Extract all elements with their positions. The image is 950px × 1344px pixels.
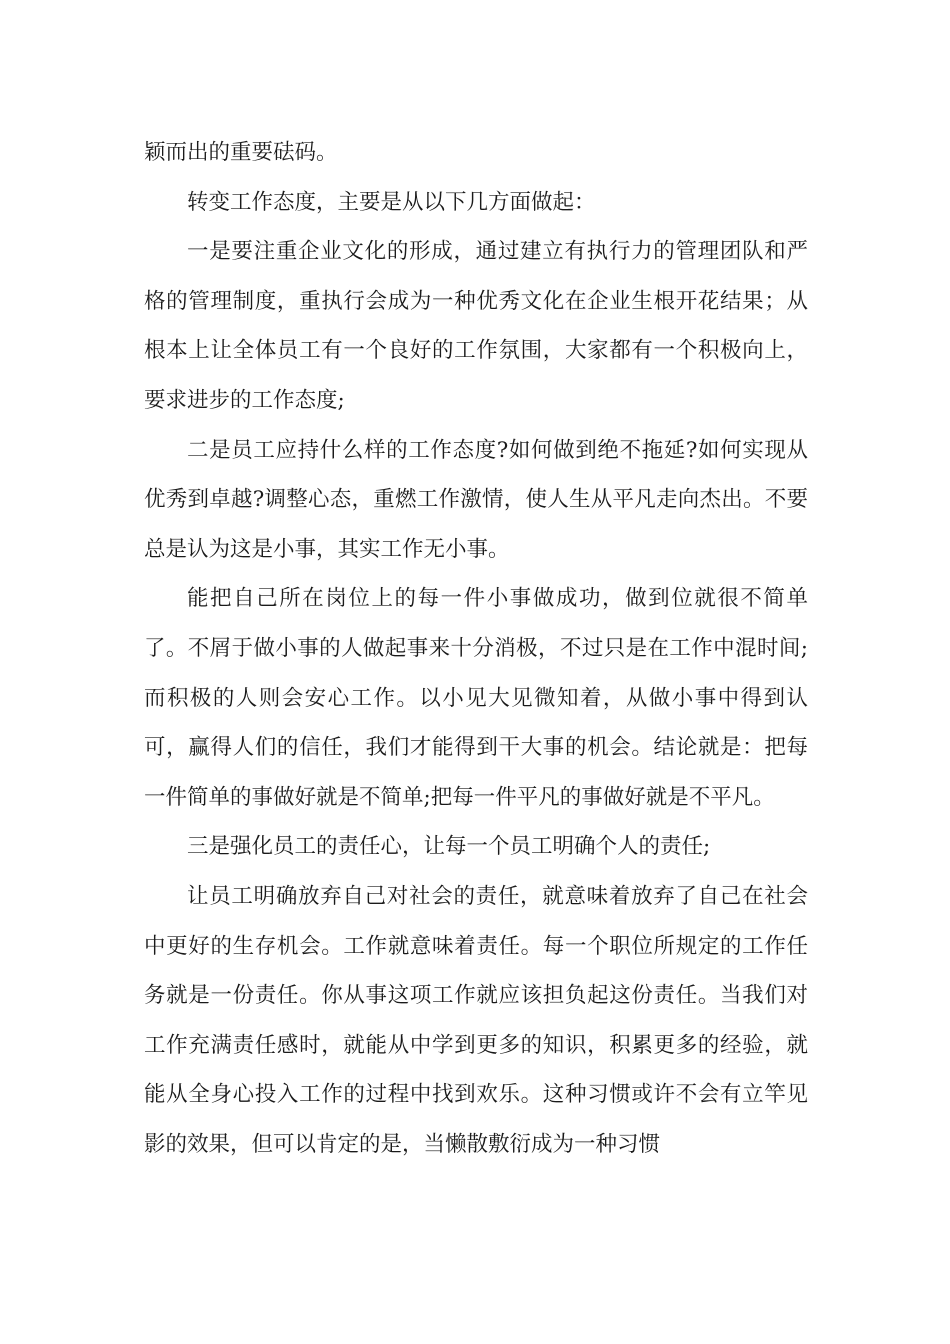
paragraph-2: 转变工作态度，主要是从以下几方面做起： (187, 189, 596, 215)
paragraph-3: 一是要注重企业文化的形成，通过建立有执行力的管理团队和严格的管理制度，重执行会成为一种优秀文化在企业生根开花结果；从根本上让全体员工有一个良好的工作氛围，大家都有一个积极向上，要求进步的工作态度; (144, 239, 808, 413)
document-body (144, 128, 808, 1169)
paragraph-7: 让员工明确放弃自己对社会的责任，就意味着放弃了自己在社会中更好的生存机会。工作就意味着责任。每一个职位所规定的工作任务就是一份责任。你从事这项工作就应该担负起这份责任。当我们对工作充满责任感时，就能从中学到更多的知识，积累更多的经验，就能从全身心投入工作的过程中找到欢乐。这种习惯或许不会有立竿见影的效果，但可以肯定的是，当懒散敷衍成为一种习惯 (144, 883, 808, 1157)
paragraph-4: 二是员工应持什么样的工作态度?如何做到绝不拖延?如何实现从优秀到卓越?调整心态，重燃工作激情，使人生从平凡走向杰出。不要总是认为这是小事，其实工作无小事。 (144, 437, 808, 562)
paragraph-1: 颖而出的重要砝码。 (144, 140, 338, 165)
paragraph-6: 三是强化员工的责任心，让每一个员工明确个人的责任; (187, 834, 711, 860)
paragraph-5: 能把自己所在岗位上的每一件小事做成功，做到位就很不简单了。不屑于做小事的人做起事来十分消极，不过只是在工作中混时间;而积极的人则会安心工作。以小见大见微知着，从做小事中得到认可，赢得人们的信任，我们才能得到干大事的机会。结论就是：把每一件简单的事做好就是不简单;把每一件平凡的事做好就是不平凡。 (144, 586, 808, 810)
